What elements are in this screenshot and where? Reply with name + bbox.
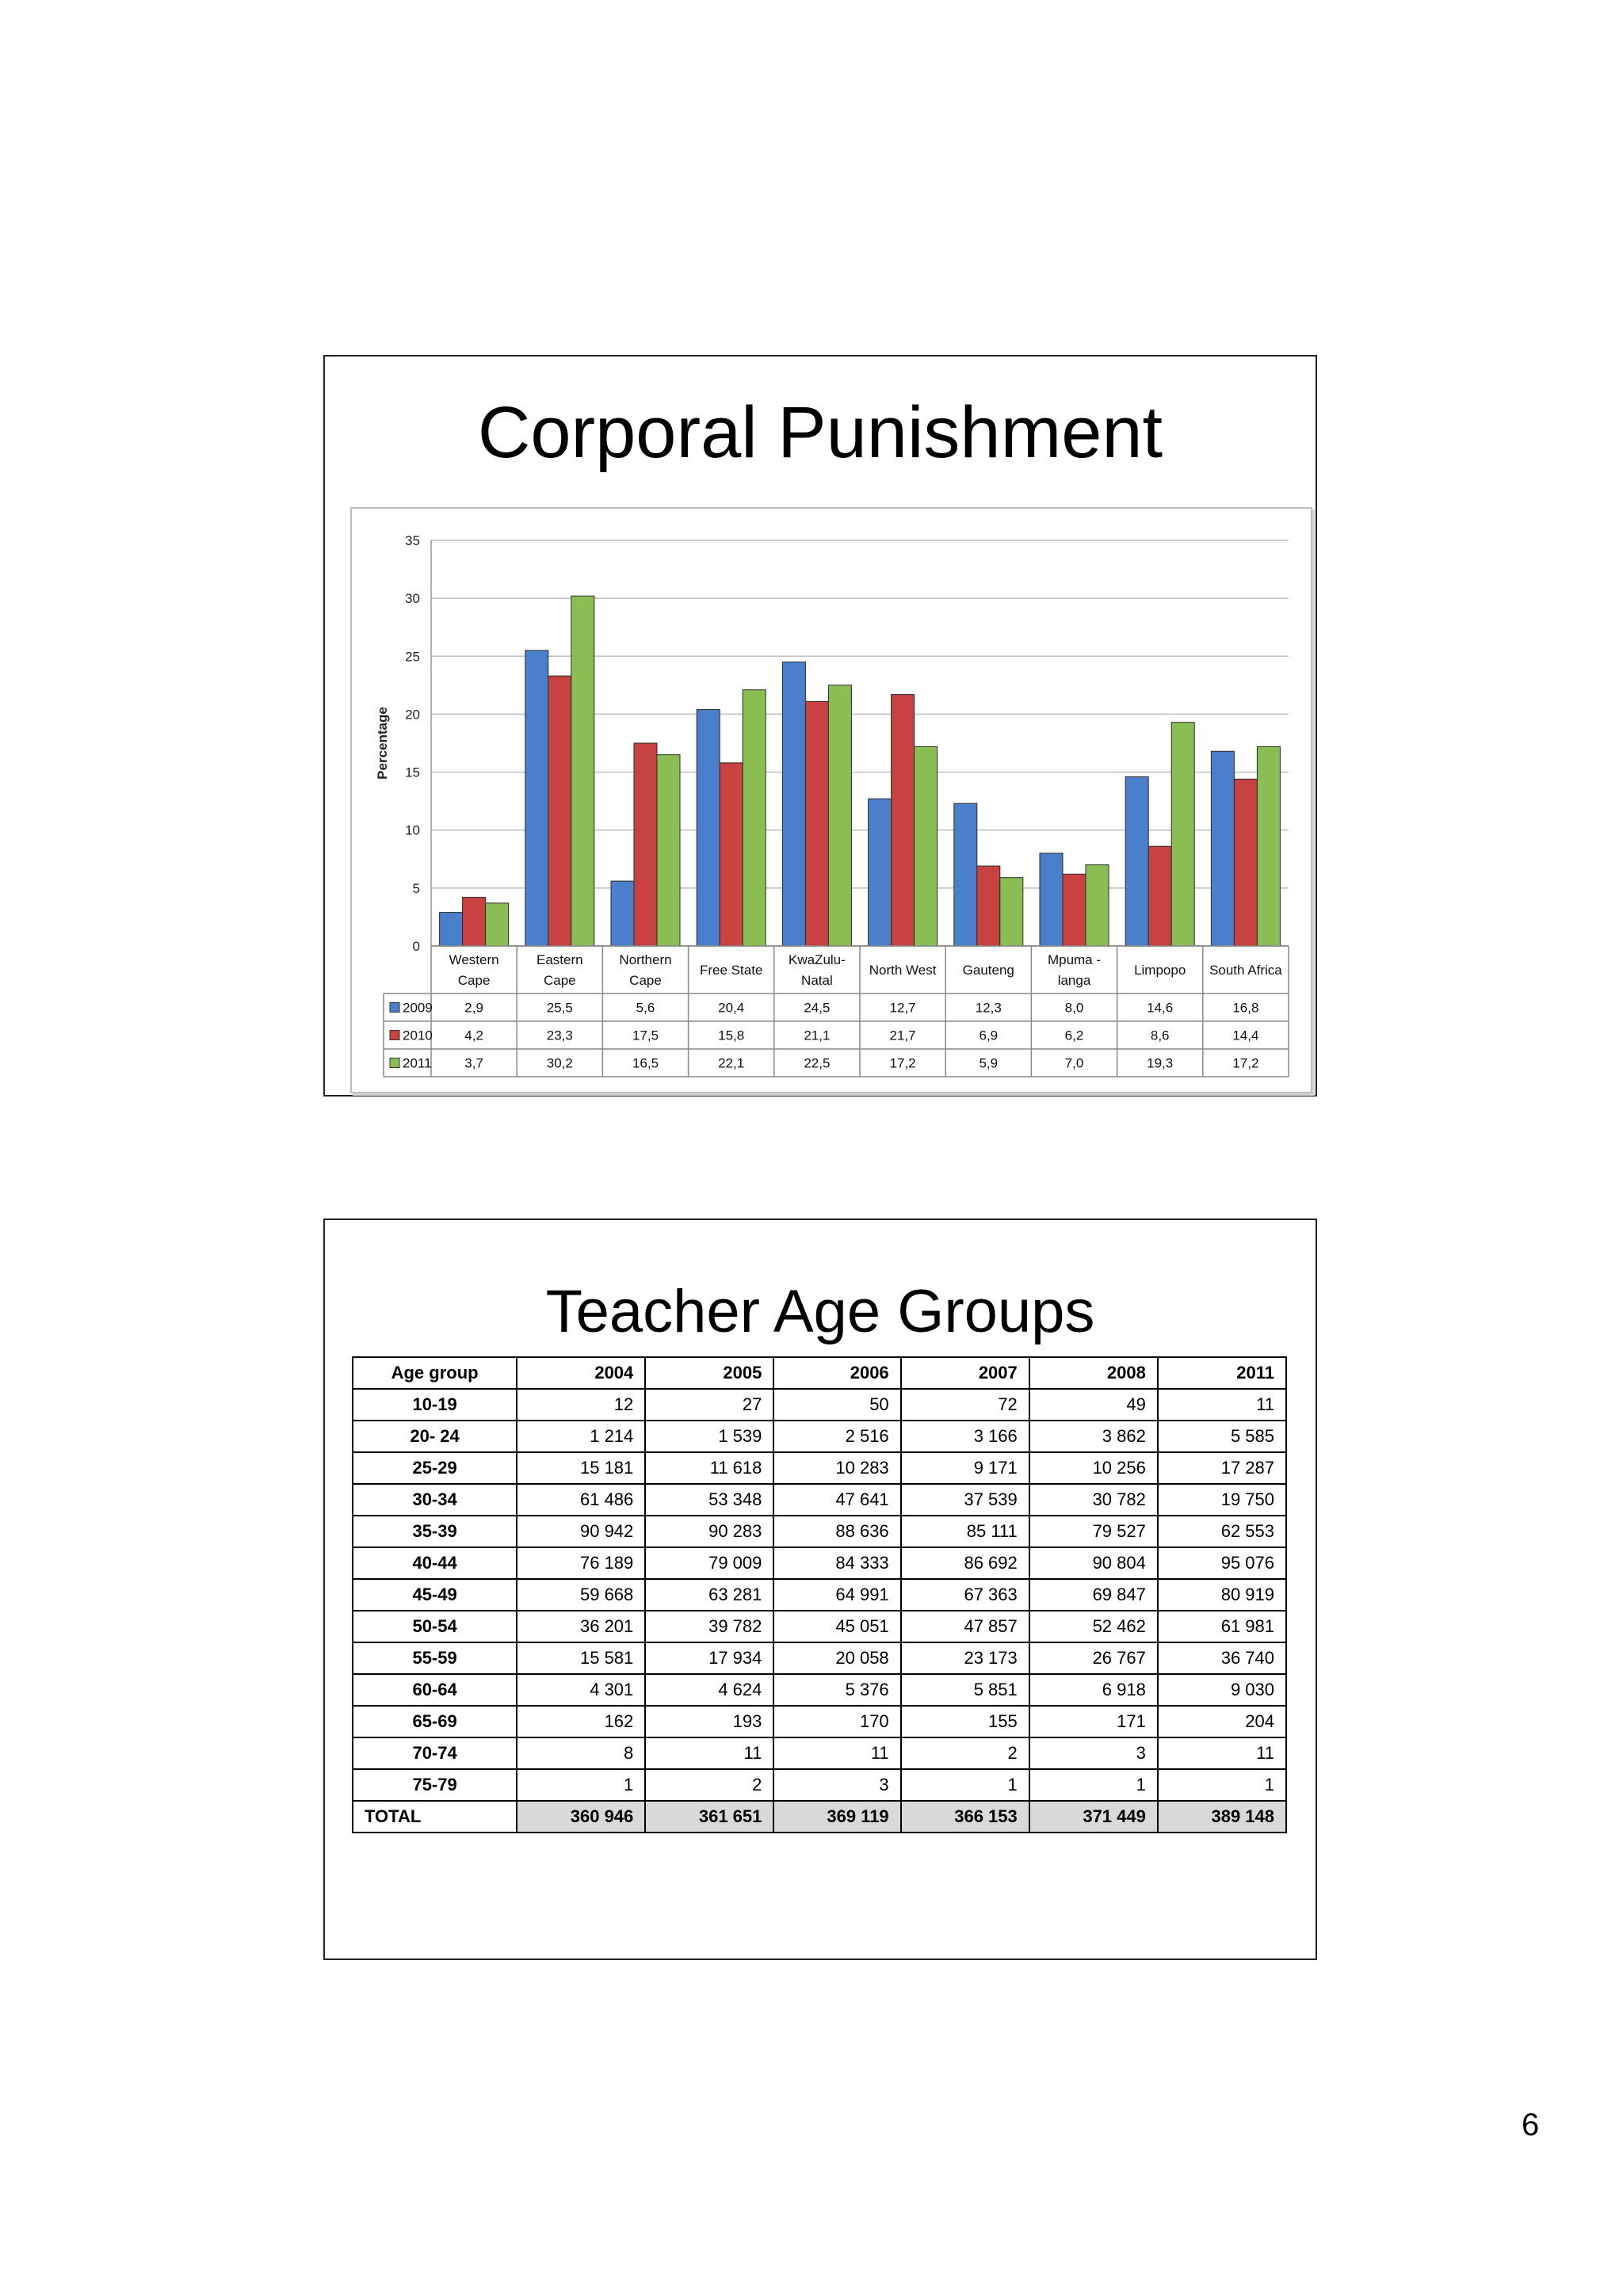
bar-2010 — [634, 743, 657, 946]
count-cell: 30 782 — [1029, 1484, 1158, 1516]
category-label: Cape — [629, 973, 662, 988]
table-row — [353, 1547, 1286, 1579]
legend-label: 2010 — [403, 1028, 433, 1043]
count-cell: 369 119 — [773, 1801, 900, 1833]
count-cell: 10 283 — [773, 1452, 900, 1484]
bar-2011 — [743, 690, 766, 946]
data-cell: 24,5 — [804, 1000, 831, 1016]
age-group-cell: 70-74 — [353, 1737, 517, 1769]
count-cell: 17 934 — [645, 1642, 773, 1674]
count-cell: 2 — [645, 1769, 773, 1801]
bar-2009 — [1125, 776, 1148, 946]
category-label: Northern — [619, 952, 672, 967]
count-cell: 15 581 — [517, 1642, 645, 1674]
count-cell: 79 527 — [1029, 1516, 1158, 1547]
count-cell: 3 166 — [901, 1421, 1029, 1452]
data-cell: 15,8 — [718, 1028, 745, 1043]
bar-2009 — [1211, 751, 1234, 946]
age-group-cell: 30-34 — [353, 1484, 517, 1516]
count-cell: 36 740 — [1158, 1642, 1286, 1674]
table-row — [353, 1421, 1286, 1452]
count-cell: 50 — [773, 1389, 900, 1421]
count-cell: 52 462 — [1029, 1611, 1158, 1642]
count-cell: 88 636 — [773, 1516, 900, 1547]
bar-2009 — [440, 913, 463, 946]
table-row — [353, 1516, 1286, 1547]
column-header-year: 2006 — [773, 1357, 900, 1389]
count-cell: 2 — [901, 1737, 1029, 1769]
count-cell: 76 189 — [517, 1547, 645, 1579]
column-header-year: 2011 — [1158, 1357, 1286, 1389]
data-cell: 5,6 — [636, 1000, 655, 1016]
count-cell: 11 — [1158, 1389, 1286, 1421]
table-row — [353, 1737, 1286, 1769]
bar-2010 — [1234, 779, 1257, 946]
data-cell: 8,6 — [1150, 1028, 1170, 1043]
table-row — [353, 1484, 1286, 1516]
column-header-year: 2004 — [517, 1357, 645, 1389]
count-cell: 1 539 — [645, 1421, 773, 1452]
count-cell: 39 782 — [645, 1611, 773, 1642]
bar-2011 — [915, 746, 938, 946]
count-cell: 61 981 — [1158, 1611, 1286, 1642]
age-group-cell: 55-59 — [353, 1642, 517, 1674]
table-row — [353, 1642, 1286, 1674]
bar-2010 — [892, 695, 915, 946]
category-label: North West — [869, 963, 937, 978]
count-cell: 1 — [901, 1769, 1029, 1801]
chart-canvas — [352, 509, 1311, 1092]
bar-2010 — [1148, 846, 1171, 946]
count-cell: 11 — [773, 1737, 900, 1769]
data-cell: 14,6 — [1147, 1000, 1174, 1016]
total-row — [353, 1801, 1286, 1833]
bar-2009 — [525, 650, 548, 946]
bar-2010 — [977, 866, 1000, 946]
count-cell: 84 333 — [773, 1547, 900, 1579]
legend-label: 2009 — [403, 1000, 433, 1016]
category-label: Cape — [543, 973, 576, 988]
data-cell: 7,0 — [1064, 1055, 1084, 1071]
count-cell: 37 539 — [901, 1484, 1029, 1516]
data-cell: 21,1 — [804, 1028, 831, 1043]
slide-teacher-age-groups — [323, 1219, 1317, 1960]
y-tick-label: 35 — [405, 533, 420, 548]
count-cell: 90 942 — [517, 1516, 645, 1547]
age-group-cell: 35-39 — [353, 1516, 517, 1547]
count-cell: 389 148 — [1158, 1801, 1286, 1833]
column-header-year: 2007 — [901, 1357, 1029, 1389]
corporal-punishment-chart — [350, 507, 1312, 1093]
age-group-cell: 45-49 — [353, 1579, 517, 1611]
count-cell: 162 — [517, 1706, 645, 1737]
category-label: Mpuma - — [1047, 952, 1102, 967]
count-cell: 86 692 — [901, 1547, 1029, 1579]
count-cell: 5 851 — [901, 1674, 1029, 1706]
bar-2010 — [805, 701, 828, 946]
data-cell: 19,3 — [1147, 1055, 1174, 1071]
count-cell: 95 076 — [1158, 1547, 1286, 1579]
age-group-cell: 60-64 — [353, 1674, 517, 1706]
bar-2009 — [697, 710, 720, 946]
count-cell: 85 111 — [901, 1516, 1029, 1547]
age-group-cell: TOTAL — [353, 1801, 517, 1833]
table-row — [353, 1674, 1286, 1706]
bar-2009 — [782, 662, 805, 946]
data-cell: 3,7 — [464, 1055, 483, 1071]
bar-2011 — [1171, 723, 1194, 946]
count-cell: 9 171 — [901, 1452, 1029, 1484]
category-label: Cape — [457, 973, 491, 988]
legend-swatch — [390, 1058, 399, 1068]
count-cell: 2 516 — [773, 1421, 900, 1452]
count-cell: 64 991 — [773, 1579, 900, 1611]
count-cell: 3 — [1029, 1737, 1158, 1769]
column-header-age-group: Age group — [353, 1357, 517, 1389]
count-cell: 45 051 — [773, 1611, 900, 1642]
category-label: langa — [1057, 973, 1091, 988]
age-group-cell: 25-29 — [353, 1452, 517, 1484]
age-group-cell: 65-69 — [353, 1706, 517, 1737]
count-cell: 11 — [1158, 1737, 1286, 1769]
count-cell: 15 181 — [517, 1452, 645, 1484]
count-cell: 1 — [1029, 1769, 1158, 1801]
count-cell: 6 918 — [1029, 1674, 1158, 1706]
age-group-cell: 50-54 — [353, 1611, 517, 1642]
count-cell: 69 847 — [1029, 1579, 1158, 1611]
count-cell: 8 — [517, 1737, 645, 1769]
data-cell: 4,2 — [464, 1028, 483, 1043]
data-cell: 20,4 — [718, 1000, 745, 1016]
data-cell: 5,9 — [979, 1055, 999, 1071]
count-cell: 23 173 — [901, 1642, 1029, 1674]
teacher-age-table — [352, 1356, 1287, 1833]
count-cell: 5 585 — [1158, 1421, 1286, 1452]
y-tick-label: 10 — [405, 822, 420, 838]
bar-2011 — [828, 685, 851, 946]
count-cell: 63 281 — [645, 1579, 773, 1611]
y-tick-label: 20 — [405, 707, 420, 723]
table-row — [353, 1769, 1286, 1801]
data-cell: 17,5 — [632, 1028, 659, 1043]
count-cell: 171 — [1029, 1706, 1158, 1737]
y-tick-label: 5 — [412, 880, 420, 896]
count-cell: 17 287 — [1158, 1452, 1286, 1484]
data-cell: 25,5 — [546, 1000, 573, 1016]
age-group-cell: 10-19 — [353, 1389, 517, 1421]
count-cell: 90 283 — [645, 1516, 773, 1547]
page-number: 6 — [1522, 2107, 1540, 2142]
bar-2009 — [1040, 853, 1063, 946]
category-label: Eastern — [537, 952, 583, 967]
count-cell: 80 919 — [1158, 1579, 1286, 1611]
bar-2009 — [954, 803, 977, 946]
category-label: Natal — [801, 973, 833, 988]
data-cell: 22,5 — [804, 1055, 831, 1071]
data-cell: 12,3 — [975, 1000, 1002, 1016]
age-group-cell: 20- 24 — [353, 1421, 517, 1452]
data-cell: 22,1 — [718, 1055, 745, 1071]
count-cell: 170 — [773, 1706, 900, 1737]
data-cell: 8,0 — [1064, 1000, 1084, 1016]
bar-2010 — [1063, 874, 1086, 946]
bar-2011 — [571, 596, 594, 946]
y-tick-label: 25 — [405, 649, 420, 665]
count-cell: 366 153 — [901, 1801, 1029, 1833]
count-cell: 4 624 — [645, 1674, 773, 1706]
bar-2011 — [486, 903, 509, 946]
slide-corporal-punishment — [323, 355, 1317, 1097]
count-cell: 1 — [1158, 1769, 1286, 1801]
age-group-cell: 75-79 — [353, 1769, 517, 1801]
data-cell: 6,9 — [979, 1028, 999, 1043]
category-label: South Africa — [1209, 963, 1282, 978]
data-cell: 16,5 — [632, 1055, 659, 1071]
count-cell: 360 946 — [517, 1801, 645, 1833]
data-cell: 14,4 — [1232, 1028, 1259, 1043]
count-cell: 49 — [1029, 1389, 1158, 1421]
data-cell: 30,2 — [546, 1055, 573, 1071]
data-cell: 23,3 — [546, 1028, 573, 1043]
data-cell: 6,2 — [1064, 1028, 1084, 1043]
count-cell: 5 376 — [773, 1674, 900, 1706]
bar-2009 — [869, 799, 892, 946]
category-label: Gauteng — [962, 963, 1014, 978]
bar-2009 — [611, 881, 634, 946]
count-cell: 27 — [645, 1389, 773, 1421]
table-row — [353, 1579, 1286, 1611]
count-cell: 53 348 — [645, 1484, 773, 1516]
table-header-row — [353, 1357, 1286, 1389]
table-row — [353, 1389, 1286, 1421]
table-row — [353, 1706, 1286, 1737]
data-cell: 16,8 — [1232, 1000, 1259, 1016]
count-cell: 10 256 — [1029, 1452, 1158, 1484]
count-cell: 11 618 — [645, 1452, 773, 1484]
bar-2011 — [1257, 746, 1280, 946]
count-cell: 72 — [901, 1389, 1029, 1421]
count-cell: 20 058 — [773, 1642, 900, 1674]
count-cell: 26 767 — [1029, 1642, 1158, 1674]
slide-title: Corporal Punishment — [477, 392, 1163, 473]
count-cell: 3 — [773, 1769, 900, 1801]
count-cell: 61 486 — [517, 1484, 645, 1516]
bar-2011 — [1086, 865, 1109, 946]
data-cell: 21,7 — [889, 1028, 916, 1043]
bar-2011 — [1000, 878, 1023, 946]
legend-swatch — [390, 1003, 399, 1013]
count-cell: 3 862 — [1029, 1421, 1158, 1452]
age-group-cell: 40-44 — [353, 1547, 517, 1579]
slide-title: Teacher Age Groups — [545, 1278, 1095, 1345]
count-cell: 361 651 — [645, 1801, 773, 1833]
column-header-year: 2005 — [645, 1357, 773, 1389]
table-row — [353, 1452, 1286, 1484]
count-cell: 47 857 — [901, 1611, 1029, 1642]
count-cell: 59 668 — [517, 1579, 645, 1611]
count-cell: 12 — [517, 1389, 645, 1421]
count-cell: 193 — [645, 1706, 773, 1737]
bar-2010 — [548, 676, 571, 946]
bar-2011 — [657, 755, 680, 946]
bar-2010 — [463, 898, 486, 946]
count-cell: 36 201 — [517, 1611, 645, 1642]
category-label: Western — [449, 952, 499, 967]
count-cell: 62 553 — [1158, 1516, 1286, 1547]
data-cell: 17,2 — [889, 1055, 916, 1071]
table-row — [353, 1611, 1286, 1642]
data-cell: 12,7 — [889, 1000, 916, 1016]
legend-swatch — [390, 1031, 399, 1040]
y-tick-label: 15 — [405, 765, 420, 780]
count-cell: 47 641 — [773, 1484, 900, 1516]
count-cell: 1 214 — [517, 1421, 645, 1452]
bar-2010 — [720, 763, 743, 946]
y-tick-label: 30 — [405, 591, 420, 607]
column-header-year: 2008 — [1029, 1357, 1158, 1389]
count-cell: 9 030 — [1158, 1674, 1286, 1706]
category-label: KwaZulu- — [788, 952, 846, 967]
count-cell: 204 — [1158, 1706, 1286, 1737]
legend-label: 2011 — [403, 1055, 432, 1071]
count-cell: 371 449 — [1029, 1801, 1158, 1833]
count-cell: 67 363 — [901, 1579, 1029, 1611]
count-cell: 4 301 — [517, 1674, 645, 1706]
data-cell: 17,2 — [1232, 1055, 1259, 1071]
count-cell: 79 009 — [645, 1547, 773, 1579]
count-cell: 19 750 — [1158, 1484, 1286, 1516]
y-axis-label: Percentage — [375, 707, 390, 780]
data-cell: 2,9 — [464, 1000, 483, 1016]
count-cell: 155 — [901, 1706, 1029, 1737]
category-label: Limpopo — [1134, 963, 1186, 978]
category-label: Free State — [700, 963, 763, 978]
count-cell: 90 804 — [1029, 1547, 1158, 1579]
count-cell: 11 — [645, 1737, 773, 1769]
count-cell: 1 — [517, 1769, 645, 1801]
y-tick-label: 0 — [412, 939, 420, 954]
